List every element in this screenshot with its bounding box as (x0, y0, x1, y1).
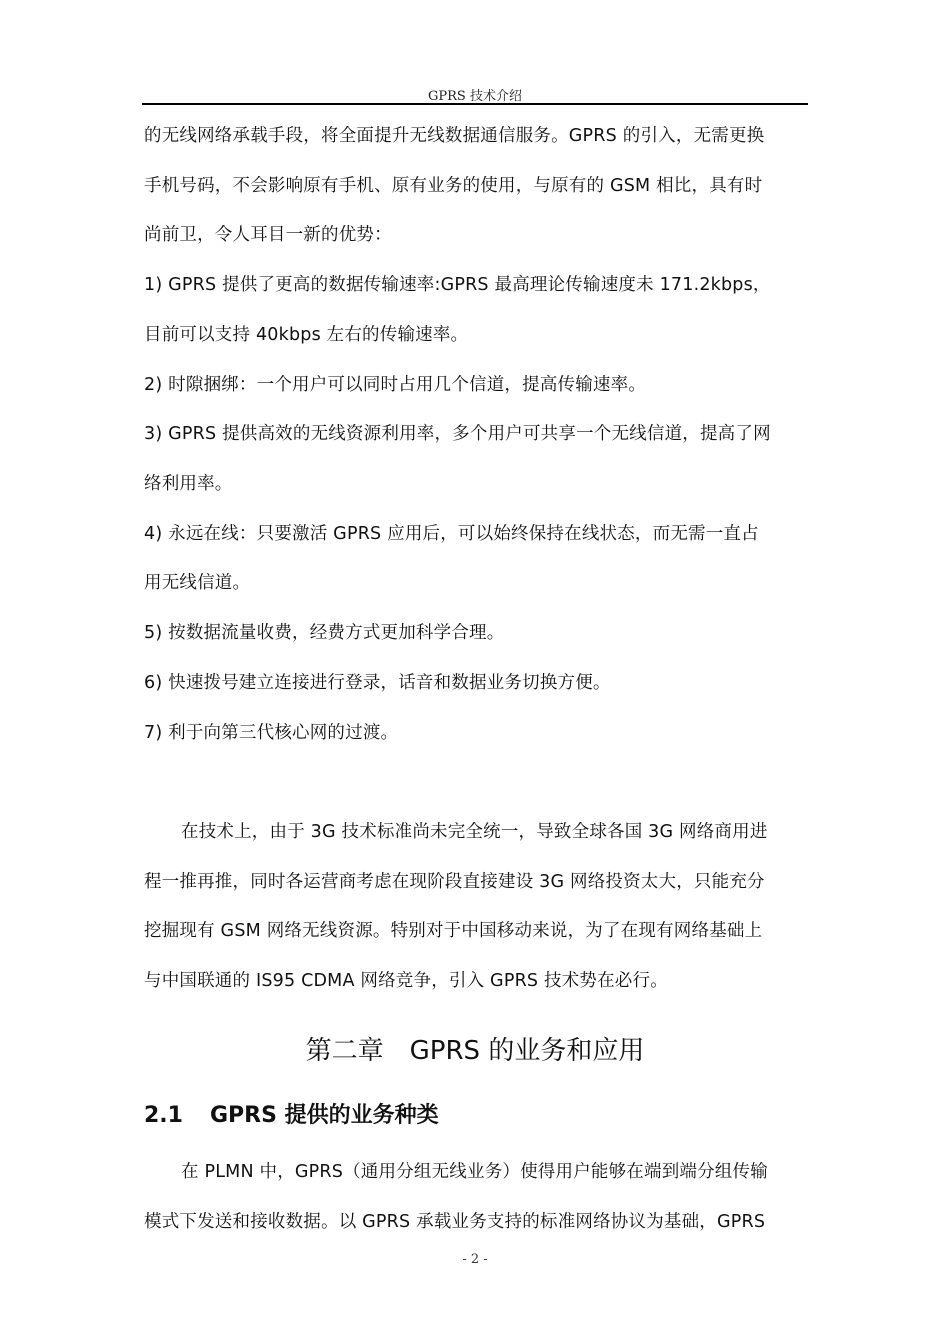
paragraph-line: 挖掘现有 GSM 网络无线资源。特别对于中国移动来说，为了在现有网络基础上 (144, 921, 763, 941)
list-item: 1) GPRS 提供了更高的数据传输速率:GPRS 最高理论传输速度未 171.2kbps， (144, 275, 771, 295)
paragraph-line: 手机号码，不会影响原有手机、原有业务的使用，与原有的 GSM 相比，具有时 (144, 176, 763, 196)
section-number: 2.1 (144, 1103, 183, 1128)
list-item: 2) 时隙捆绑：一个用户可以同时占用几个信道，提高传输速率。 (144, 375, 647, 395)
list-item: 6) 快速拨号建立连接进行登录，话音和数据业务切换方便。 (144, 673, 611, 693)
paragraph-line: 程一推再推，同时各运营商考虑在现阶段直接建设 3G 网络投资太大，只能充分 (144, 872, 765, 892)
list-item: 7) 利于向第三代核心网的过渡。 (144, 723, 399, 743)
list-item-continued: 用无线信道。 (144, 573, 251, 593)
list-item: 4) 永远在线：只要激活 GPRS 应用后，可以始终保持在线状态，而无需一直占 (144, 524, 759, 544)
paragraph-line: 与中国联通的 IS95 CDMA 网络竞争，引入 GPRS 技术势在必行。 (144, 971, 668, 991)
chapter-heading: 第二章 GPRS 的业务和应用 (305, 1036, 645, 1066)
list-item: 3) GPRS 提供高效的无线资源利用率，多个用户可共享一个无线信道，提高了网 (144, 424, 771, 444)
list-item-continued: 目前可以支持 40kbps 左右的传输速率。 (144, 325, 469, 345)
paragraph-line: 模式下发送和接收数据。以 GPRS 承载业务支持的标准网络协议为基础，GPRS (144, 1212, 766, 1232)
page-number: - 2 - (462, 1252, 488, 1267)
paragraph-line: 尚前卫，令人耳目一新的优势： (144, 225, 392, 245)
page-header: GPRS 技术介绍 (428, 89, 522, 104)
header-rule (142, 103, 808, 105)
paragraph-line: 的无线网络承载手段，将全面提升无线数据通信服务。GPRS 的引入，无需更换 (144, 126, 765, 146)
section-title: GPRS 提供的业务种类 (210, 1103, 439, 1128)
paragraph-line: 在技术上，由于 3G 技术标准尚未完全统一，导致全球各国 3G 网络商用进 (181, 822, 768, 842)
list-item: 5) 按数据流量收费，经费方式更加科学合理。 (144, 623, 505, 643)
paragraph-line: 在 PLMN 中，GPRS（通用分组无线业务）使得用户能够在端到端分组传输 (181, 1162, 768, 1182)
list-item-continued: 络利用率。 (144, 474, 233, 494)
section-heading (144, 1098, 439, 1129)
